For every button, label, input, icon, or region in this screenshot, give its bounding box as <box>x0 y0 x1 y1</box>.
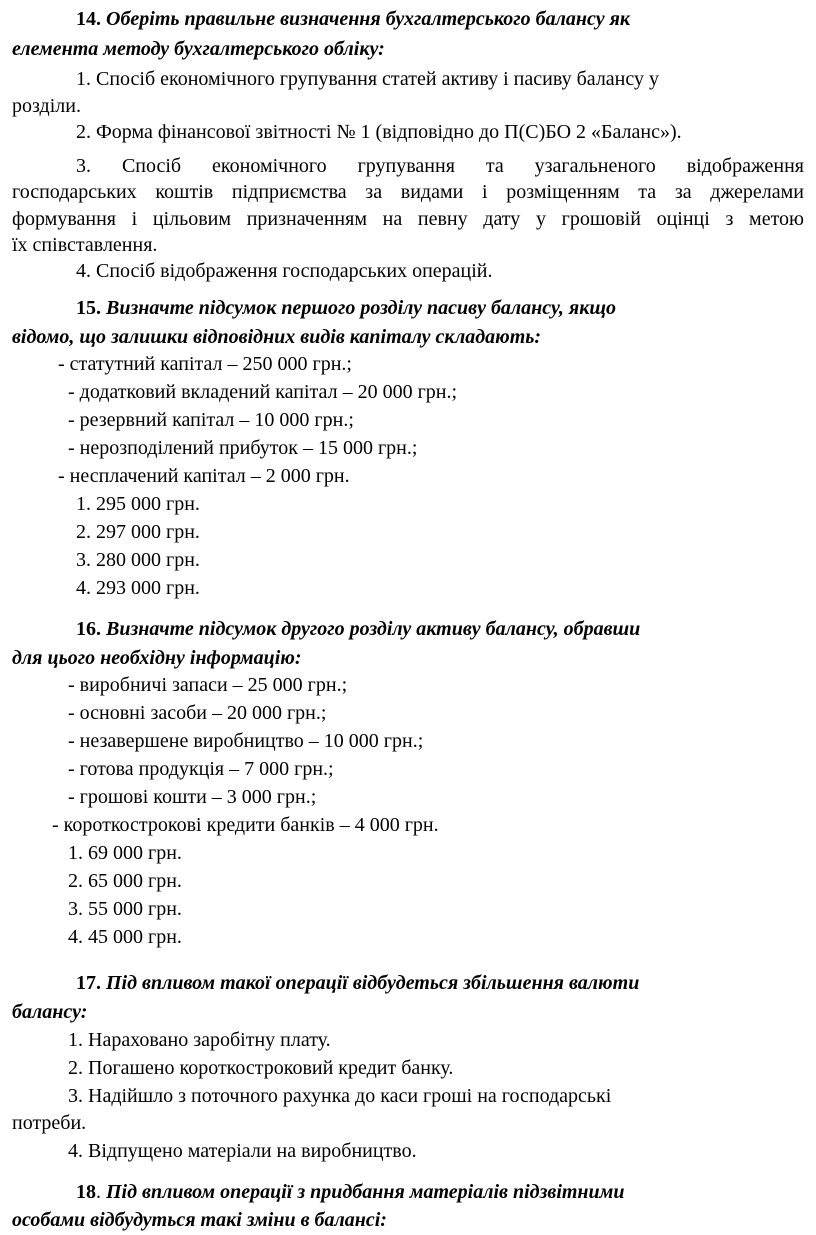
data-item: - резервний капітал – 10 000 грн.; <box>68 409 354 431</box>
answer-option-2[interactable]: 2. 297 000 грн. <box>76 521 200 543</box>
question-title-line: відомо, що залишки відповідних видів капіталу складають: <box>12 326 542 348</box>
answer-option-1[interactable]: 1. Нараховано заробітну плату. <box>68 1029 331 1051</box>
data-item: - нерозподілений прибуток – 15 000 грн.; <box>68 437 418 459</box>
question-number-sep: . <box>96 1181 106 1203</box>
question-number: 16. <box>76 618 101 640</box>
data-item: - грошові кошти – 3 000 грн.; <box>68 786 317 808</box>
data-item: - короткострокові кредити банків – 4 000 грн. <box>52 814 439 836</box>
question-number-sep: . <box>96 8 106 30</box>
question-number: 14 <box>76 8 96 30</box>
answer-option-4[interactable]: 4. 293 000 грн. <box>76 577 200 599</box>
question-title <box>76 1179 816 1206</box>
question-title-line: Під впливом операції з придбання матеріалів підзвітними <box>106 1181 625 1203</box>
answer-option-3[interactable]: 3. Надійшло з поточного рахунка до каси гроші на господарські <box>68 1085 612 1107</box>
answer-option-3[interactable]: 3. 55 000 грн. <box>68 898 182 920</box>
answer-option-1-cont: розділи. <box>12 95 81 117</box>
question-title-line: елемента методу бухгалтерського обліку: <box>12 38 385 60</box>
question-title-line: балансу: <box>12 1001 88 1023</box>
question-title <box>76 295 816 322</box>
question-title-line: Під впливом такої операції відбудеться збільшення валюти <box>106 972 640 994</box>
answer-option-1[interactable]: 1. Спосіб економічного групування статей активу і пасиву балансу у <box>76 68 659 90</box>
answer-option-3[interactable]: 3. Спосіб економічного групування та узагальненого відображення <box>76 155 804 177</box>
question-title <box>76 6 816 33</box>
data-item: - додатковий вкладений капітал – 20 000 грн.; <box>68 381 458 403</box>
question-title-line: особами відбудуться такі зміни в балансі: <box>12 1209 387 1231</box>
data-item: - незавершене виробництво – 10 000 грн.; <box>68 730 424 752</box>
answer-option-3-cont: потреби. <box>12 1112 87 1134</box>
question-title-line: для цього необхідну інформацію: <box>12 647 302 669</box>
question-title <box>76 970 816 997</box>
data-item: - несплачений капітал – 2 000 грн. <box>58 465 350 487</box>
question-title-line: Оберіть правильне визначення бухгалтерського балансу як <box>106 8 631 30</box>
answer-option-3-cont: господарських коштів підприємства за видами і розміщенням та за джерелами <box>12 181 804 203</box>
data-item: - готова продукція – 7 000 грн.; <box>68 758 334 780</box>
answer-option-4[interactable]: 4. Спосіб відображення господарських операцій. <box>76 260 493 282</box>
data-item: - основні засоби – 20 000 грн.; <box>68 702 327 724</box>
answer-option-3-cont: їх співставлення. <box>12 234 158 256</box>
answer-option-4[interactable]: 4. Відпущено матеріали на виробництво. <box>68 1140 417 1162</box>
answer-option-1[interactable]: 1. 295 000 грн. <box>76 493 200 515</box>
data-item: - виробничі запаси – 25 000 грн.; <box>68 674 348 696</box>
answer-option-2[interactable]: 2. Погашено короткостроковий кредит банку. <box>68 1057 454 1079</box>
question-title-line: Визначте підсумок другого розділу активу балансу, обравши <box>106 618 641 640</box>
answer-option-3[interactable]: 3. 280 000 грн. <box>76 549 200 571</box>
answer-option-3-cont: формування і цільовим призначенням на певну дату у грошовій оцінці з метою <box>12 208 804 230</box>
answer-option-4[interactable]: 4. 45 000 грн. <box>68 926 182 948</box>
data-item: - статутний капітал – 250 000 грн.; <box>58 353 352 375</box>
answer-option-1[interactable]: 1. 69 000 грн. <box>68 842 182 864</box>
answer-option-2[interactable]: 2. Форма фінансової звітності № 1 (відповідно до П(С)БО 2 «Баланс»). <box>76 121 682 143</box>
question-number: 18 <box>76 1181 96 1203</box>
question-title-line: Визначте підсумок першого розділу пасиву балансу, якщо <box>106 297 617 319</box>
answer-option-2[interactable]: 2. 65 000 грн. <box>68 870 182 892</box>
question-title <box>76 616 816 643</box>
question-number: 17. <box>76 972 101 994</box>
question-number: 15. <box>76 297 101 319</box>
